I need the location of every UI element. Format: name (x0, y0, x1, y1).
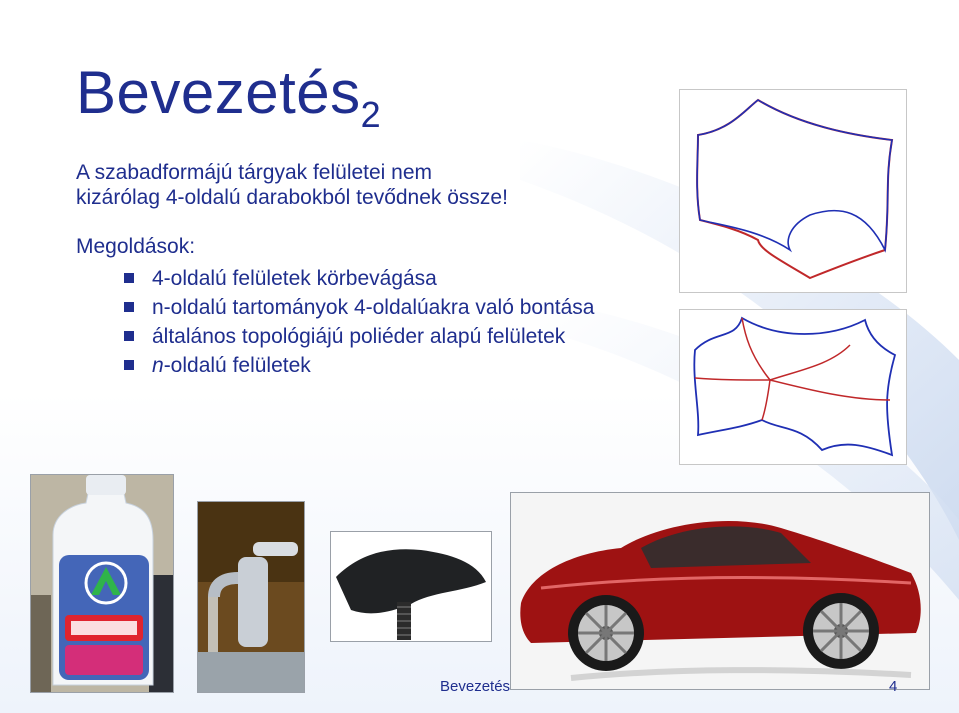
title-subscript: 2 (360, 94, 382, 135)
solutions-heading: Megoldások: (76, 235, 196, 258)
list-item: n-oldalú tartományok 4-oldalúakra való bontása (124, 295, 644, 320)
list-item: általános topológiájú poliéder alapú felületek (124, 324, 644, 349)
slide-title: Bevezetés$_2$ (76, 59, 382, 135)
list-item: n-oldalú felületek (124, 353, 644, 378)
n-sided-split-diagram (679, 309, 907, 465)
trimmed-surface-diagram (679, 89, 907, 293)
intro-text: A szabadformájú tárgyak felületei nem kizárólag 4-oldalú darabokból tevődnek össze! (76, 161, 508, 209)
car-sketch-photo (510, 492, 930, 690)
footer-title: Bevezetés (440, 678, 511, 695)
bullet-square-icon (124, 302, 134, 312)
page-number: 4 (889, 678, 898, 695)
faucet-photo (197, 501, 305, 693)
bullet-square-icon (124, 273, 134, 283)
detergent-bottle-photo (30, 474, 174, 693)
bullet-square-icon (124, 360, 134, 370)
list-item: 4-oldalú felületek körbevágása (124, 266, 644, 291)
solutions-list (124, 266, 644, 382)
bicycle-saddle-photo (330, 531, 492, 642)
bullet-square-icon (124, 331, 134, 341)
